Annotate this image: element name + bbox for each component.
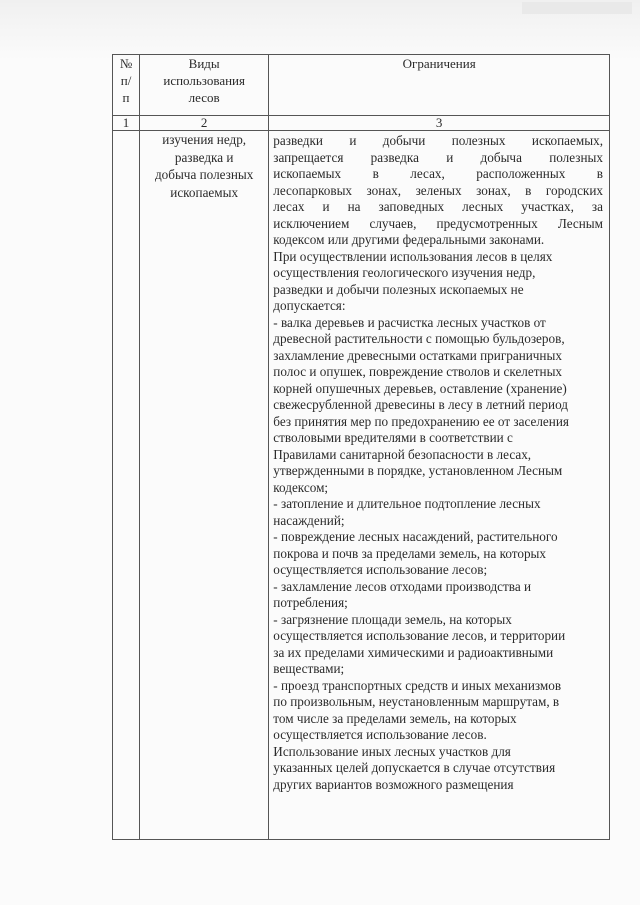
restriction-line: стволовыми вредителями в соответствии с bbox=[273, 430, 513, 445]
kind-line: разведка и bbox=[174, 149, 234, 165]
scan-mark bbox=[522, 2, 632, 14]
restriction-line: осуществления геологического изучения недр, bbox=[273, 265, 536, 280]
column-number-2: 2 bbox=[140, 116, 269, 131]
restriction-line: лесах и на заповедных лесных участках, за bbox=[273, 199, 603, 214]
restriction-line: лесопарковых зонах, зеленых зонах, в городских bbox=[273, 182, 603, 198]
table-row bbox=[113, 131, 610, 840]
restriction-line: - проезд транспортных средств и иных механизмов bbox=[273, 677, 562, 693]
restriction-line: разведки и добычи полезных ископаемых не bbox=[273, 281, 524, 297]
header-kinds bbox=[140, 55, 269, 116]
restriction-line: кодексом; bbox=[273, 479, 329, 495]
restriction-line: за их пределами химическими и радиоактивными bbox=[273, 644, 554, 660]
header-number-line: п bbox=[122, 90, 130, 105]
header-number bbox=[113, 55, 140, 116]
restriction-line: ископаемых в лесах, расположенных в bbox=[273, 166, 603, 181]
header-row bbox=[113, 55, 610, 116]
restriction-line: без принятия мер по предохранению ее от заселения bbox=[273, 413, 569, 429]
restriction-line: - затопление и длительное подтопление лесных bbox=[273, 496, 541, 511]
restriction-line: - валка деревьев и расчистка лесных участков от bbox=[273, 314, 546, 330]
restriction-line: - загрязнение площади земель, на которых bbox=[273, 611, 512, 627]
restriction-line: древесной растительности с помощью бульдозеров, bbox=[273, 331, 565, 346]
header-number-line: № bbox=[119, 56, 133, 71]
restriction-line: захламление древесными остатками приграничных bbox=[273, 347, 562, 363]
restriction-line: веществами; bbox=[273, 661, 345, 676]
column-number-row bbox=[113, 116, 610, 131]
restriction-line: по произвольным, неустановленным маршрутам, в bbox=[273, 694, 560, 709]
restriction-line: покрова и почв за пределами земель, на которых bbox=[273, 545, 546, 561]
restriction-line: Правилами санитарной безопасности в лесах, bbox=[273, 446, 532, 462]
restriction-line: При осуществлении использования лесов в целях bbox=[273, 248, 553, 264]
row-number-cell bbox=[113, 131, 140, 840]
restriction-line: полос и опушек, повреждение стволов и скелетных bbox=[273, 364, 563, 379]
restriction-line: осуществляется использование лесов, и территории bbox=[273, 628, 566, 643]
restrictions-table bbox=[112, 54, 610, 840]
kind-line: изучения недр, bbox=[162, 132, 247, 147]
restriction-line: корней опушечных деревьев, оставление (хранение) bbox=[273, 380, 567, 396]
header-restrictions: Ограничения bbox=[269, 55, 610, 116]
restriction-line: осуществляется использование лесов. bbox=[273, 727, 487, 742]
column-number-3: 3 bbox=[269, 116, 610, 131]
restriction-line: Использование иных лесных участков для bbox=[273, 743, 511, 759]
header-kinds-line: Виды bbox=[188, 56, 220, 71]
restriction-line: - захламление лесов отходами производства и bbox=[273, 578, 532, 594]
restriction-line: указанных целей допускается в случае отсутствия bbox=[273, 760, 556, 775]
restriction-line: насаждений; bbox=[273, 512, 345, 528]
restriction-line: допускается: bbox=[273, 298, 346, 313]
kind-cell bbox=[140, 131, 269, 840]
kind-line: добыча полезных bbox=[154, 167, 254, 183]
restrictions-cell bbox=[269, 131, 610, 840]
column-number-1: 1 bbox=[113, 116, 140, 131]
restriction-line: запрещается разведка и добыча полезных bbox=[273, 149, 603, 165]
restriction-line: исключением случаев, предусмотренных Лесным bbox=[273, 215, 603, 231]
header-number-line: п/ bbox=[120, 73, 132, 88]
restriction-line: потребления; bbox=[273, 595, 348, 610]
restriction-line: - повреждение лесных насаждений, растительного bbox=[273, 529, 558, 544]
restriction-line: том числе за пределами земель, на которых bbox=[273, 710, 517, 726]
restriction-line: осуществляется использование лесов; bbox=[273, 562, 488, 577]
restriction-line: свежесрубленной древесины в лесу в летний период bbox=[273, 397, 568, 412]
header-kinds-line: лесов bbox=[188, 90, 220, 105]
header-kinds-line: использования bbox=[163, 73, 245, 88]
kind-line: ископаемых bbox=[170, 184, 239, 200]
restriction-line: утвержденными в порядке, установленном Лесным bbox=[273, 463, 563, 478]
restriction-line: других вариантов возможного размещения bbox=[273, 776, 514, 792]
restriction-line: разведки и добычи полезных ископаемых, bbox=[273, 133, 603, 148]
restriction-line: кодексом или другими федеральными законами. bbox=[273, 232, 545, 247]
